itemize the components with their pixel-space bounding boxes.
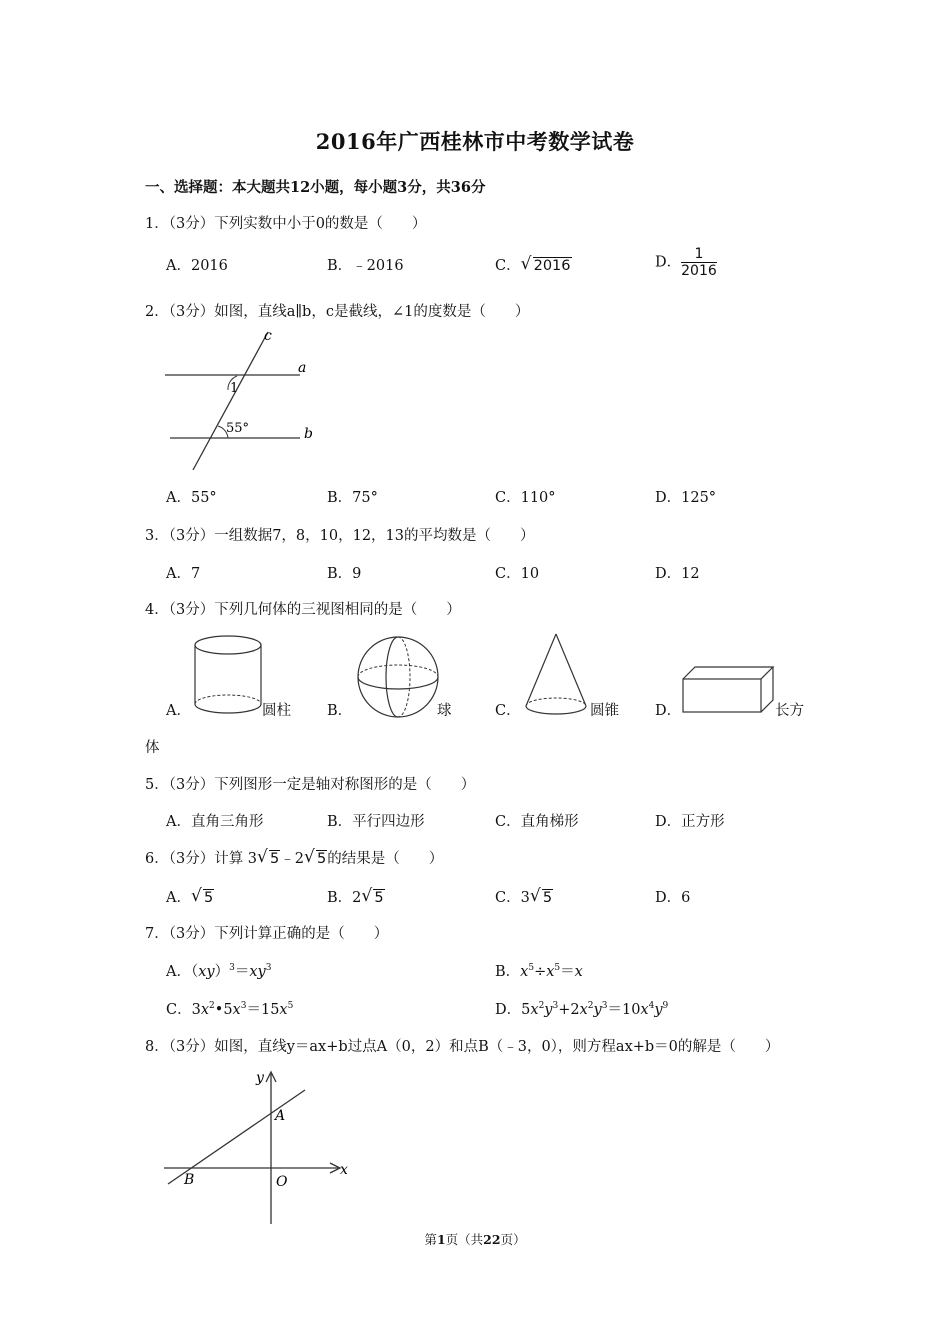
sphere-figure <box>355 634 441 720</box>
q3-option-b: B．9 <box>327 566 362 582</box>
q2-option-c: C．110° <box>495 490 556 506</box>
q5-option-c: C．直角梯形 <box>495 814 579 830</box>
label-b: b <box>304 426 313 442</box>
q4-option-c: C． <box>495 703 521 719</box>
q4-option-d: D． <box>655 703 682 719</box>
label-c: c <box>264 328 272 344</box>
q7-option-d: D．$5x^2y^3+2x^2y^3=10x^4y^9$ <box>495 1001 669 1018</box>
label-a: a <box>298 360 307 376</box>
q3-option-c: C．10 <box>495 566 540 582</box>
q4-label-sphere: 球 <box>437 703 452 719</box>
point-label-b: B <box>184 1172 195 1188</box>
q3-option-d: D．12 <box>655 566 700 582</box>
q7-option-a: A．$(xy)^3=xy^3$ <box>166 963 272 980</box>
q1-option-b: B．﹣2016 <box>327 258 404 274</box>
q3-option-a: A．7 <box>166 566 201 582</box>
origin-label-o: O <box>276 1174 288 1190</box>
q6-option-d: D．6 <box>655 890 691 906</box>
q4-label-cylinder: 圆柱 <box>262 703 291 719</box>
q7-option-c: C．$3x^2•5x^3=15x^5$ <box>166 1001 294 1018</box>
question-8-stem: 8．（3分）如图，直线y＝ax+b过点A（0，2）和点B（﹣3，0），则方程ax+b＝0的解是（ ） <box>145 1039 780 1055</box>
sqrt-2016: √ 2016 <box>520 254 571 274</box>
q6-option-c: C．3 √ 5 <box>495 886 553 906</box>
q6-option-a: A． √ 5 <box>166 886 214 906</box>
label-angle-1: 1 <box>230 381 239 396</box>
q7-option-b: B．$x^5\div x^5=x$ <box>495 963 583 980</box>
q6-option-b: B．2 √ 5 <box>327 886 384 906</box>
question-7-stem: 7．（3分）下列计算正确的是（ ） <box>145 926 389 942</box>
cuboid-figure <box>680 664 776 716</box>
q4-label-cuboid-wrap: 体 <box>145 740 160 756</box>
cylinder-figure <box>192 634 266 716</box>
question-5-stem: 5．（3分）下列图形一定是轴对称图形的是（ ） <box>145 777 476 793</box>
page-footer: 第1页（共22页） <box>424 1232 526 1247</box>
question-6-stem: 6．（3分）计算 3 √ 5﹣2 √ 5的结果是（ ） <box>145 847 444 867</box>
cone-figure <box>522 630 590 718</box>
q2-option-a: A．55° <box>166 490 217 506</box>
fraction-1-over-2016: $\frac{1}{2016}$ <box>681 246 717 279</box>
q5-option-b: B．平行四边形 <box>327 814 425 830</box>
q4-label-cone: 圆锥 <box>590 703 619 719</box>
q1-option-a: A．2016 <box>166 258 228 274</box>
question-3-stem: 3．（3分）一组数据7，8，10，12，13的平均数是（ ） <box>145 528 535 544</box>
question-2-stem: 2．（3分）如图，直线a∥b，c是截线，∠1的度数是（ ） <box>145 304 530 320</box>
q5-option-a: A．直角三角形 <box>166 814 264 830</box>
q1-option-d: D． $\frac{1}{2016}$ <box>655 246 717 279</box>
axis-label-y: y <box>256 1070 264 1086</box>
section-heading: 一、选择题：本大题共12小题，每小题3分，共36分 <box>145 179 486 196</box>
linear-function-graph <box>160 1064 360 1228</box>
q1-option-c: C． √ 2016 <box>495 254 571 274</box>
page-title: 2016年广西桂林市中考数学试卷 <box>315 129 635 154</box>
q4-option-b: B． <box>327 703 353 719</box>
q2-option-b: B．75° <box>327 490 378 506</box>
label-angle-55: 55° <box>226 421 250 436</box>
parallel-lines-figure <box>160 322 330 474</box>
axis-label-x: x <box>340 1162 348 1178</box>
question-1-stem: 1．（3分）下列实数中小于0的数是（ ） <box>145 216 427 232</box>
q4-option-a: A． <box>166 703 191 719</box>
q2-option-d: D．125° <box>655 490 717 506</box>
question-4-stem: 4．（3分）下列几何体的三视图相同的是（ ） <box>145 602 461 618</box>
point-label-a: A <box>275 1108 286 1124</box>
q4-label-cuboid: 长方 <box>775 703 804 719</box>
q5-option-d: D．正方形 <box>655 814 725 830</box>
